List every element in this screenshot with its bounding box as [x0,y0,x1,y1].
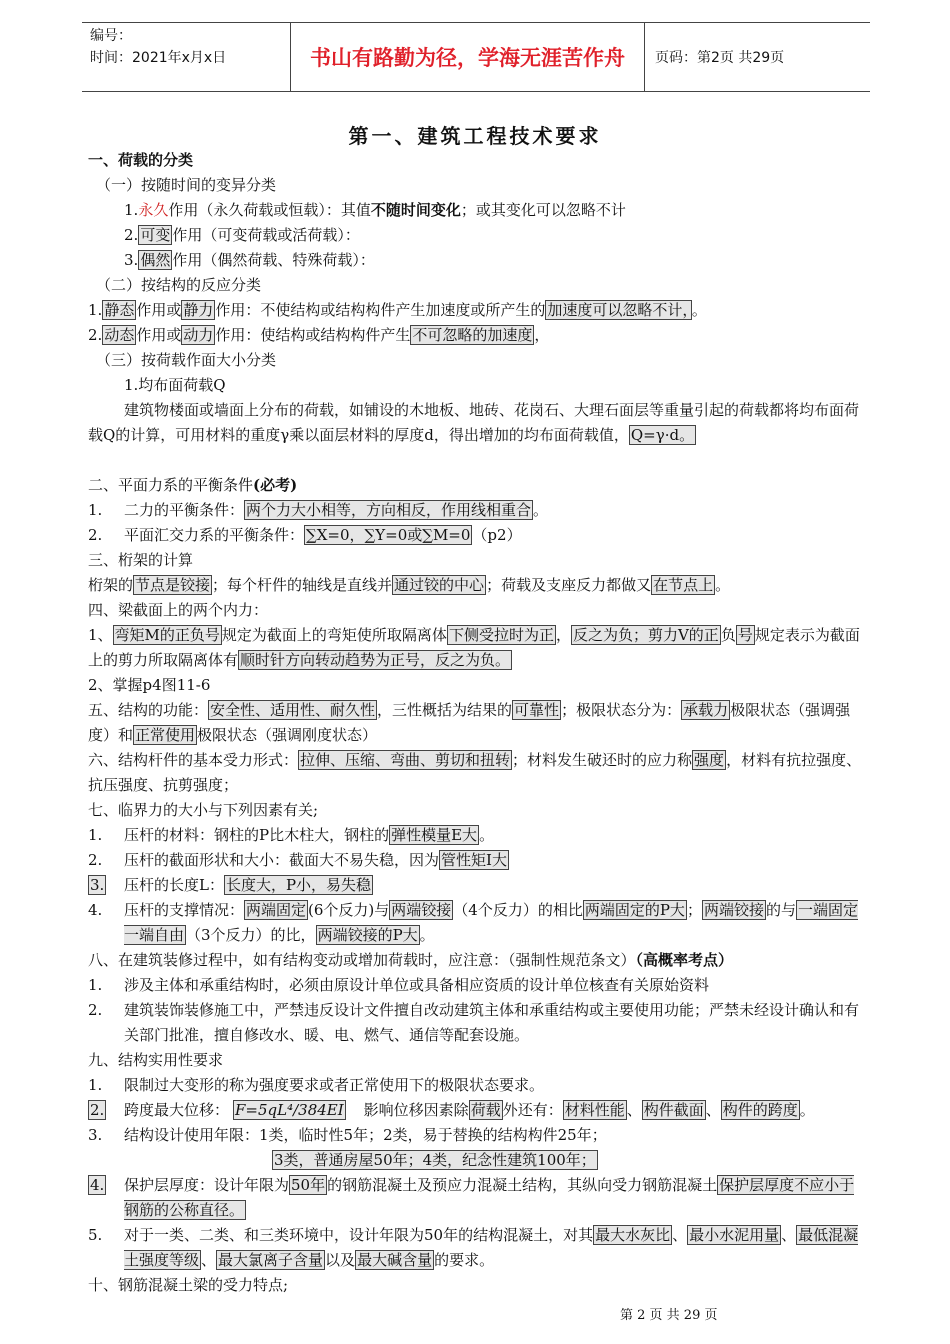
list-item: 1. 压杆的材料：钢柱的P比木柱大，钢柱的 弹性模量E大 。 [88,826,495,844]
list-item: 4. 保护层厚度：设计年限为 50年 的钢筋混凝土及预应力混凝土结构，其纵向受力钢筋混凝土 保护层厚度不应小于钢筋的公称直径。 [90,1176,855,1219]
list-item: 1. 静态 作用或 静力 作用：不使结构或结构构件产生加速度或所产生的 加速度可以忽略不计， 。 [88,301,707,319]
displacement-formula: F=5qL⁴/384EI [235,1101,344,1119]
subsection-heading: （二）按结构的反应分类 [96,276,262,294]
header-page-info: 页码：第2页 共29页 [655,50,785,66]
paragraph: 2、掌握p4图11-6 [88,676,211,694]
section-heading: 六、结构杆件的基本受力形式： 拉伸、压缩、弯曲、剪切和扭转 ；材料发生破还时的应力称 强度 ，材料有抗拉强度、抗压强度、抗剪强度； [88,751,862,794]
list-item: 3. 压杆的长度L： 长度大，P小，易失稳 [90,876,372,894]
header-meta [82,23,290,91]
list-item: 4. 压杆的支撑情况： 两端固定 (6个反力)与 两端铰接 （4个反力）的相比 两端固定的P大 ； 两端铰接 的与 一端固定一端自由 （3个反力）的比， 两端铰接的P大 。 [88,901,858,944]
section-heading: 五、结构的功能： 安全性、适用性、耐久性 ，三性概括为结果的 可靠性 ；极限状态分为： 承载力 极限状态（强调强度）和 正常使用 极限状态（强调刚度状态） [88,701,851,744]
section-heading: 七、临界力的大小与下列因素有关; [88,801,319,819]
list-item: 2. 动态 作用或 动力 作用：使结构或结构构件产生 不可忽略的加速度 ， [88,326,550,344]
list-item: 1.永久作用（永久荷载或恒载）：其值不随时间变化；或其变化可以忽略不计 [124,201,626,219]
number-label: 编号： [90,28,132,44]
list-item: 3. 结构设计使用年限：1类，临时性5年；2类，易于替换的结构构件25年； [88,1126,607,1144]
section-heading: 三、桁架的计算 [88,551,194,569]
list-item: 5. 对于一类、二类、和三类环境中，设计年限为50年的结构混凝土，对其 最大水灰比 、 最小水泥用量 、 最低混凝土强度等级 、 最大氯离子含量 以及 最大碱含量 的要求。 [88,1226,859,1269]
list-item: 1. 二力的平衡条件： 两个力大小相等，方向相反，作用线相重合 。 [88,501,549,519]
list-item: 2. 压杆的截面形状和大小：截面大不易失稳，因为 管性矩I大 [88,851,507,869]
header-motto: 书山有路勤为径，学海无涯苦作舟 [290,23,645,91]
list-item: 1.均布面荷载Q [124,376,226,394]
section-heading: 四、梁截面上的两个内力： [88,601,269,619]
page-header [82,22,870,92]
list-item: 2. 可变 作用（可变荷载或活荷载）： [124,226,360,244]
time-label: 时间：2021年x月x日 [90,50,227,66]
list-item: 2. 平面汇交力系的平衡条件： ∑X=0，∑Y=0或∑M=0 （p2） [88,526,522,544]
list-item: 2. 建筑装饰装修施工中，严禁违反设计文件擅自改动建筑主体和承重结构或主要使用功能；严禁未经设计确认和有关部门批准，擅自修改水、暖、电、燃气、通信等配套设施。 [88,1001,860,1044]
document-body [88,148,863,1298]
paragraph: 桁架的 节点是铰接 ；每个杆件的轴线是直线并 通过铰的中心 ；荷载及支座反力都做又 在节点上 。 [88,576,731,594]
list-item: 1. 涉及主体和承重结构时，必须由原设计单位或具备相应资质的设计单位核查有关原始资料 [88,976,710,994]
page-title: 第一、建筑工程技术要求 [348,124,602,148]
page-footer: 第 2 页 共 29 页 [620,1308,718,1323]
subsection-heading: （三）按荷载作面大小分类 [96,351,277,369]
subsection-heading: （一）按随时间的变异分类 [96,176,277,194]
list-item: 1. 限制过大变形的称为强度要求或者正常使用下的极限状态要求。 [88,1076,545,1094]
section-heading: 二、平面力系的平衡条件(必考) [88,476,298,494]
section-heading: 一、荷载的分类 [88,151,194,169]
list-item-continuation: 3类，普通房屋50年；4类，纪念性建筑100年； [274,1151,596,1169]
section-heading: 十、钢筋混凝土梁的受力特点; [88,1276,289,1294]
paragraph: 1、 弯矩M的正负号 规定为截面上的弯矩使所取隔离体 下侧受拉时为正 ， 反之为负；剪力V的正 负 号 规定表示为截面上的剪力所取隔离体有 顺时针方向转动趋势为正号，反之为负。 [88,626,860,669]
paragraph: 建筑物楼面或墙面上分布的荷载，如铺设的木地板、地砖、花岗石、大理石面层等重量引起的荷载都将均布面荷载Q的计算，可用材料的重度γ乘以面层材料的厚度d，得出增加的均布面荷载值， Q=γ·d。 [88,401,860,444]
list-item: 3. 偶然 作用（偶然荷载、特殊荷载）： [124,251,375,269]
section-heading: 九、结构实用性要求 [88,1051,224,1069]
section-heading: 八、在建筑装修过程中，如有结构变动或增加荷载时，应注意：（强制性规范条文）（高概率考点） [88,951,734,969]
list-item: 2. 跨度最大位移： F=5qL⁴/384EI 影响位移因素除 荷载 外还有： 材料性能 、 构件截面 、 构件的跨度 。 [90,1101,815,1119]
